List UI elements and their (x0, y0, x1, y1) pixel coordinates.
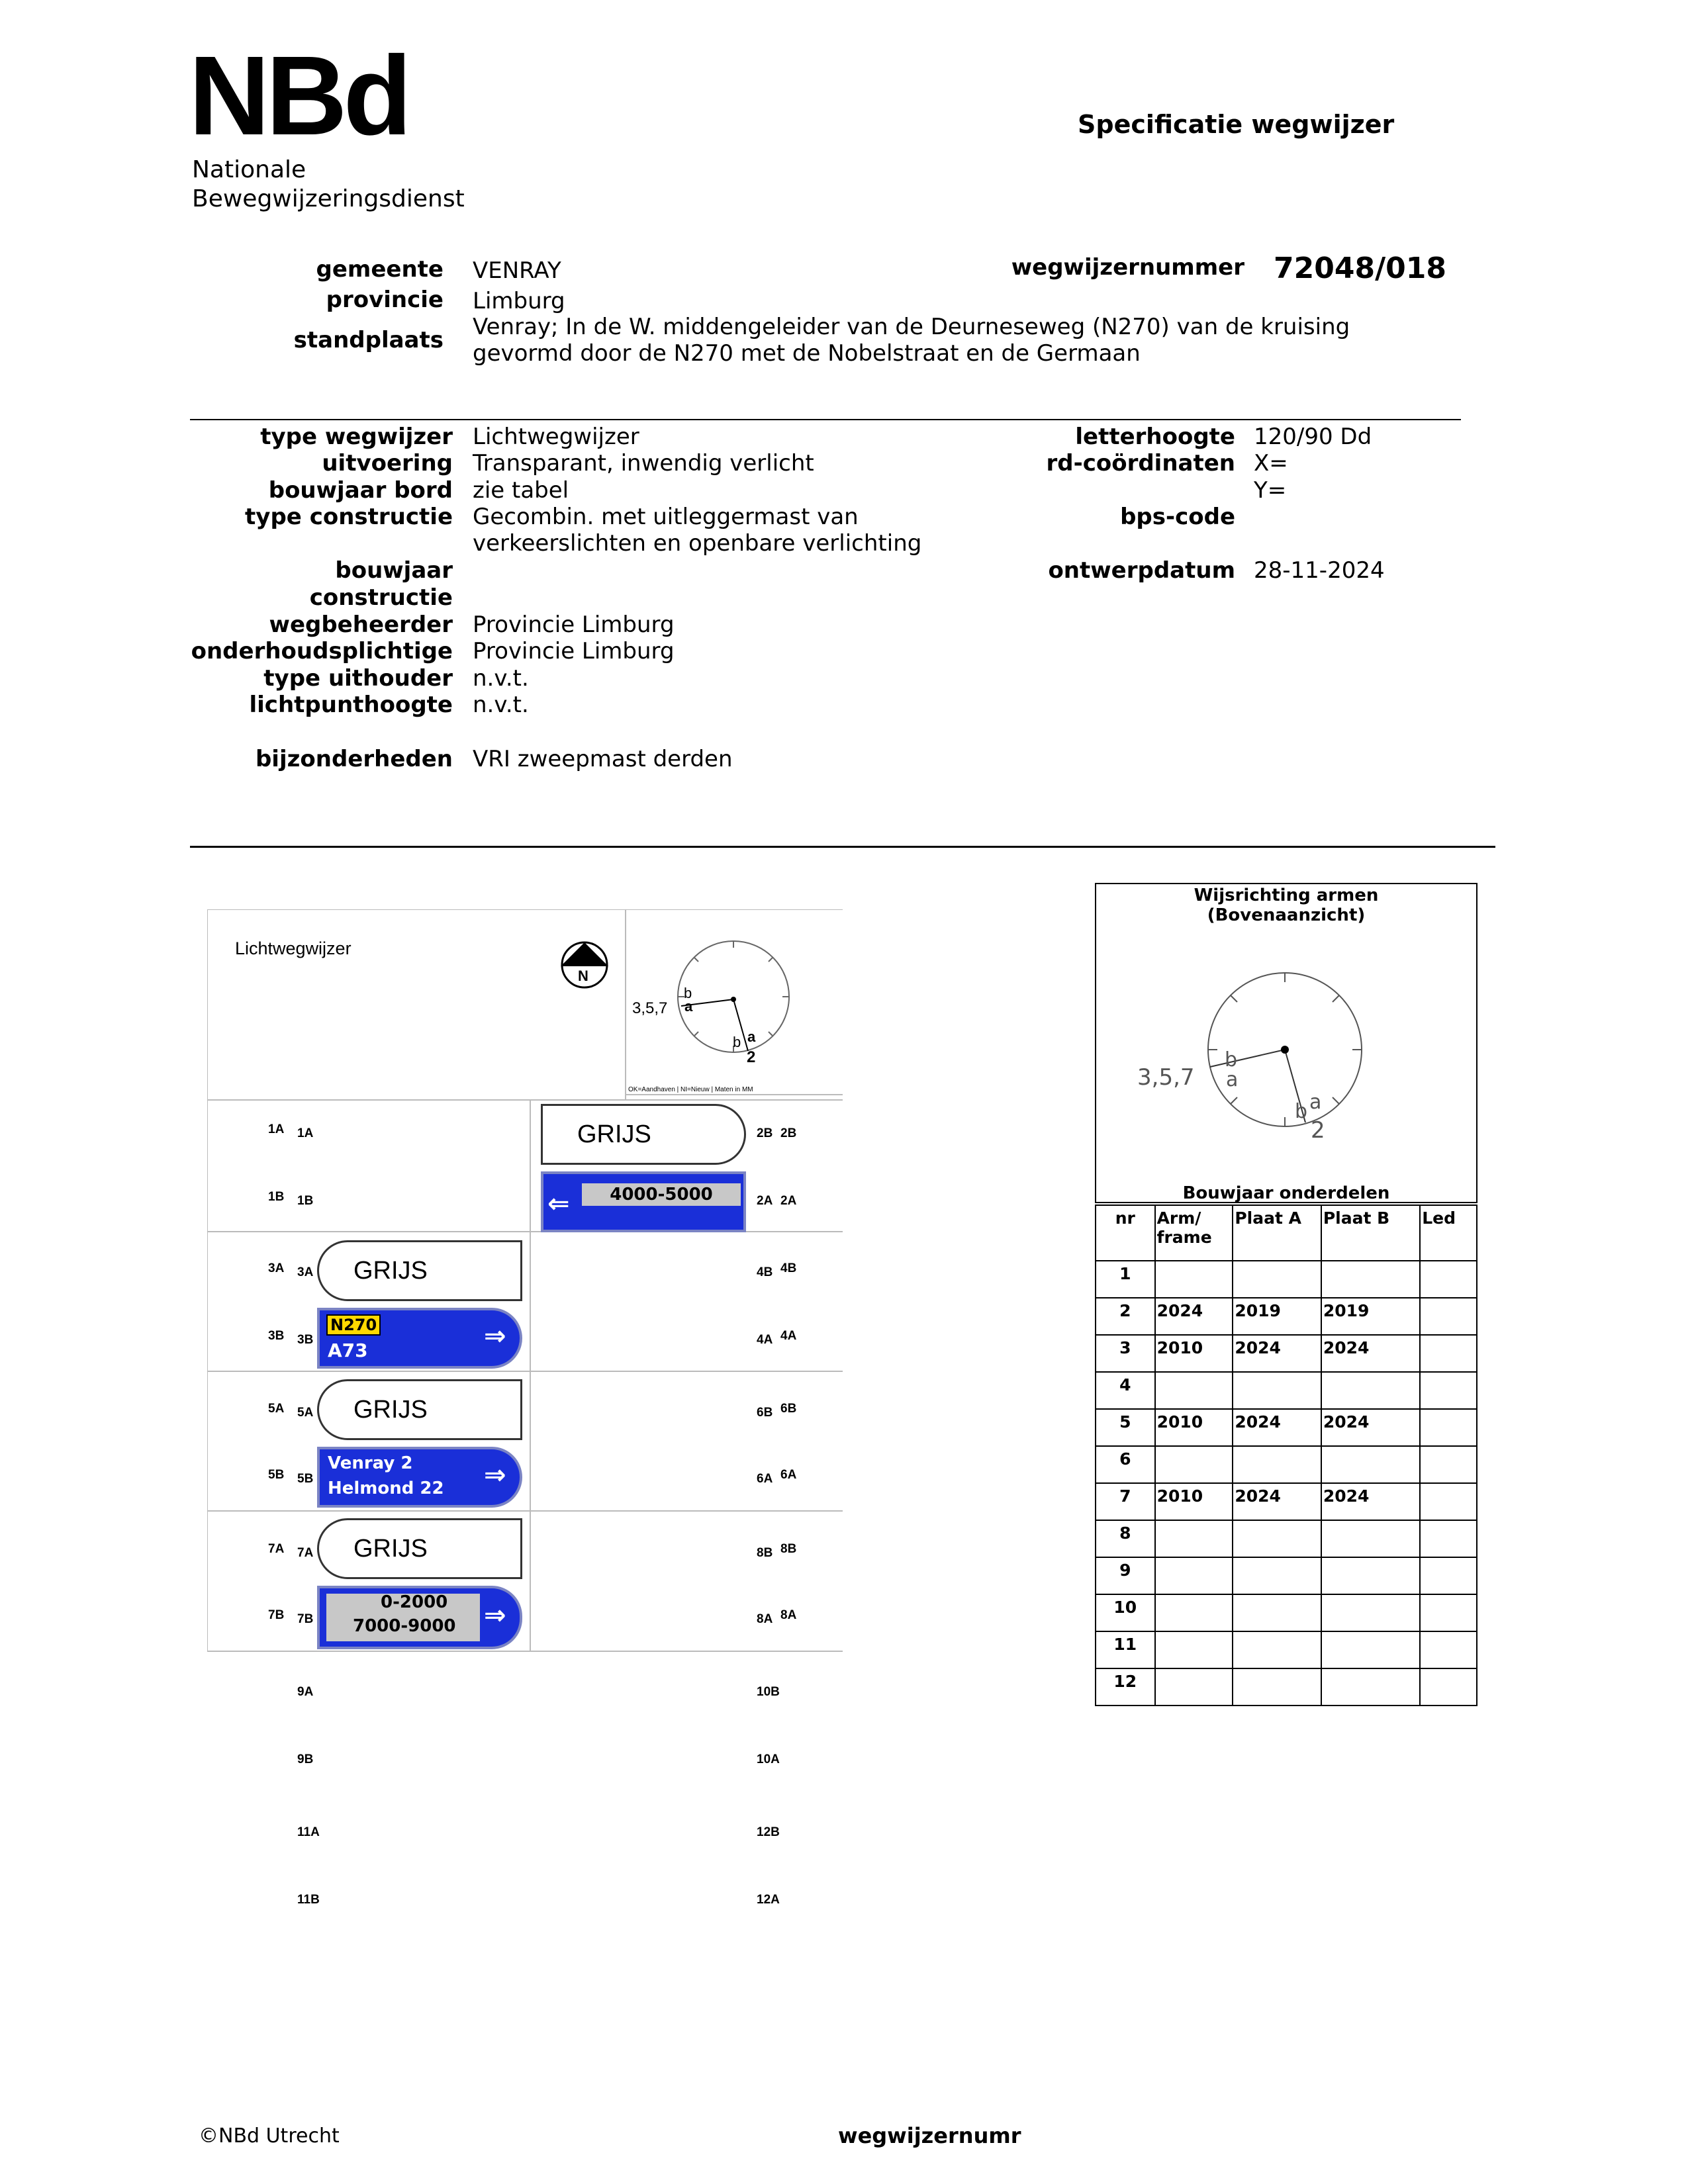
table-cell (1321, 1372, 1420, 1409)
table-cell: 2024 (1155, 1298, 1233, 1335)
compass-b2-label: b (733, 1034, 741, 1050)
slot-label: 1B (297, 1194, 314, 1208)
table-row (1096, 1668, 1477, 1706)
bouwjaar-constructie-label-1: bouwjaar (335, 557, 453, 584)
type-wegwijzer-label: type wegwijzer (260, 424, 453, 450)
standplaats-label: standplaats (293, 327, 444, 353)
table-cell (1155, 1557, 1233, 1594)
sign-drawing (207, 909, 843, 1907)
table-cell (1321, 1668, 1420, 1706)
table-cell: 4 (1096, 1372, 1155, 1409)
type-constructie-line-1: Gecombin. met uitleggermast van (473, 504, 859, 530)
slot-label: 6B (757, 1406, 773, 1420)
sign-2A-text: 4000-5000 (582, 1183, 741, 1206)
table-cell: 2010 (1155, 1409, 1233, 1446)
bouwjaar-constructie-label-2: constructie (309, 584, 453, 611)
bps-code-label: bps-code (1120, 504, 1235, 530)
bijzonderheden-label: bijzonderheden (255, 746, 453, 772)
table-cell (1233, 1594, 1321, 1631)
provincie-value: Limburg (473, 288, 565, 314)
sign-3B (317, 1308, 522, 1369)
table-cell (1155, 1594, 1233, 1631)
slot-label: 5B (297, 1472, 314, 1486)
table-cell (1321, 1446, 1420, 1483)
table-row (1096, 1483, 1477, 1520)
table-cell (1420, 1298, 1477, 1335)
table-cell (1420, 1520, 1477, 1557)
sign-7B-line-1: 0-2000 (381, 1592, 448, 1612)
gemeente-label: gemeente (316, 256, 444, 283)
table-cell (1420, 1446, 1477, 1483)
slot-label: 12B (757, 1825, 780, 1839)
slot-label: 4B (757, 1265, 773, 1279)
wegwijzernummer-label: wegwijzernummer (1011, 254, 1244, 281)
wijsrichting-box (1095, 883, 1477, 1203)
type-constructie-line-2: verkeerslichten en openbare verlichting (473, 530, 922, 557)
header-nr: nr (1096, 1205, 1155, 1261)
type-uithouder-value: n.v.t. (473, 665, 529, 692)
standplaats-line-1: Venray; In de W. middengeleider van de Deurneseweg (N270) van de kruising (473, 314, 1350, 340)
slot-label: 10A (757, 1752, 780, 1766)
table-cell (1321, 1631, 1420, 1668)
table-cell (1155, 1372, 1233, 1409)
sign-7B-line-2: 7000-9000 (353, 1616, 456, 1636)
sign-5B (317, 1447, 522, 1508)
table-cell: 2024 (1233, 1335, 1321, 1372)
wijsrichting-title-2: (Bovenaanzicht) (1207, 905, 1366, 925)
arrow-left-icon: ⇐ (547, 1189, 570, 1219)
table-cell (1233, 1557, 1321, 1594)
divider-bottom (190, 846, 1495, 848)
slot-label: 4A (757, 1333, 773, 1347)
slot-label: 3B (268, 1329, 285, 1343)
table-cell: 8 (1096, 1520, 1155, 1557)
table-cell (1321, 1594, 1420, 1631)
compass-a2-label: a (747, 1028, 756, 1045)
table-row (1096, 1335, 1477, 1372)
wegwijzernummer-value: 72048/018 (1274, 251, 1446, 285)
wijsrichting-b-label: b (1225, 1048, 1238, 1071)
sign-5B-line-1: Venray 2 (328, 1453, 413, 1473)
bouwjaar-title: Bouwjaar onderdelen (1182, 1183, 1390, 1203)
slot-label: 6B (780, 1402, 797, 1416)
slot-label: 8A (757, 1612, 773, 1626)
slot-label: 3A (268, 1261, 285, 1275)
table-cell: 2 (1096, 1298, 1155, 1335)
north-label: N (578, 968, 588, 984)
table-cell: 10 (1096, 1594, 1155, 1631)
table-cell (1233, 1372, 1321, 1409)
slot-label: 6A (780, 1468, 797, 1482)
table-cell (1155, 1261, 1233, 1298)
table-cell: 12 (1096, 1668, 1155, 1706)
table-cell: 2019 (1321, 1298, 1420, 1335)
table-cell: 2024 (1233, 1483, 1321, 1520)
letterhoogte-label: letterhoogte (1075, 424, 1235, 450)
slot-label: 7A (297, 1546, 314, 1560)
table-row (1096, 1520, 1477, 1557)
gemeente-value: VENRAY (473, 257, 561, 284)
bouwjaar-bord-value: zie tabel (473, 477, 569, 504)
slot-label: 5A (268, 1402, 285, 1416)
slot-label: 8B (780, 1542, 797, 1556)
provincie-label: provincie (326, 287, 444, 313)
slot-label: 2A (780, 1194, 797, 1208)
onderhoudsplichtige-label: onderhoudsplichtige (191, 638, 453, 664)
standplaats-line-2: gevormd door de N270 met de Nobelstraat en de Germaan (473, 340, 1141, 367)
arrow-right-icon: ⇒ (484, 1460, 506, 1490)
table-cell: 2019 (1233, 1298, 1321, 1335)
wijsrichting-diagram (1096, 924, 1476, 1202)
table-cell (1233, 1631, 1321, 1668)
wegbeheerder-label: wegbeheerder (269, 612, 453, 638)
sign-5A-grijs: GRIJS (317, 1379, 522, 1440)
table-cell: 2010 (1155, 1483, 1233, 1520)
footer-wegwijzernummer: wegwijzernumr (838, 2123, 1021, 2148)
table-cell (1420, 1409, 1477, 1446)
table-cell (1155, 1446, 1233, 1483)
table-cell: 2024 (1321, 1335, 1420, 1372)
sign-2A (541, 1171, 746, 1232)
table-cell: 1 (1096, 1261, 1155, 1298)
table-cell (1420, 1483, 1477, 1520)
rd-y-value: Y= (1254, 477, 1287, 504)
wijsrichting-a2-label: a (1309, 1091, 1322, 1114)
slot-label: 1A (268, 1122, 285, 1136)
arrow-right-icon: ⇒ (484, 1321, 506, 1351)
table-cell (1155, 1631, 1233, 1668)
slot-label: 7B (268, 1608, 285, 1622)
table-cell: 2024 (1321, 1409, 1420, 1446)
uitvoering-label: uitvoering (322, 450, 453, 477)
table-cell (1420, 1631, 1477, 1668)
table-cell: 2024 (1233, 1409, 1321, 1446)
sign-3B-road: A73 (328, 1340, 368, 1361)
ontwerpdatum-label: ontwerpdatum (1048, 557, 1235, 584)
table-row (1096, 1557, 1477, 1594)
slot-label: 1A (297, 1126, 314, 1140)
rd-coordinaten-label: rd-coördinaten (1046, 450, 1235, 477)
table-row (1096, 1261, 1477, 1298)
slot-label: 4B (780, 1261, 797, 1275)
wijsrichting-bottom-label: 2 (1311, 1117, 1325, 1144)
slot-label: 5B (268, 1468, 285, 1482)
lichtpunthoogte-value: n.v.t. (473, 692, 529, 718)
header-plaat-b: Plaat B (1321, 1205, 1420, 1261)
scale-note: OK=Aandhaven | NI=Nieuw | Maten in MM (628, 1086, 753, 1093)
table-cell: 2010 (1155, 1335, 1233, 1372)
table-cell (1321, 1520, 1420, 1557)
table-cell (1155, 1520, 1233, 1557)
wegbeheerder-value: Provincie Limburg (473, 612, 675, 638)
table-cell (1420, 1594, 1477, 1631)
type-wegwijzer-value: Lichtwegwijzer (473, 424, 639, 450)
table-cell (1233, 1261, 1321, 1298)
table-cell (1321, 1557, 1420, 1594)
slot-label: 2A (757, 1194, 773, 1208)
wijsrichting-left-label: 3,5,7 (1137, 1064, 1195, 1091)
table-row (1096, 1298, 1477, 1335)
rd-x-value: X= (1254, 450, 1288, 477)
table-cell: 3 (1096, 1335, 1155, 1372)
type-uithouder-label: type uithouder (263, 665, 453, 692)
slot-label: 8B (757, 1546, 773, 1560)
letterhoogte-value: 120/90 Dd (1254, 424, 1372, 450)
slot-label: 5A (297, 1406, 314, 1420)
table-cell (1420, 1557, 1477, 1594)
slot-label: 7A (268, 1542, 285, 1556)
slot-label: 11B (297, 1893, 320, 1907)
table-cell (1233, 1446, 1321, 1483)
lichtpunthoogte-label: lichtpunthoogte (249, 692, 453, 718)
slot-label: 9A (297, 1685, 314, 1699)
compass-b-label: b (684, 985, 692, 1001)
table-cell (1420, 1668, 1477, 1706)
slot-label: 7B (297, 1612, 314, 1626)
bouwjaar-table (1095, 1205, 1477, 1706)
document-title: Specificatie wegwijzer (1078, 110, 1395, 139)
slot-label: 8A (780, 1608, 797, 1622)
header-arm-frame: Arm/ frame (1155, 1205, 1233, 1261)
uitvoering-value: Transparant, inwendig verlicht (473, 450, 814, 477)
table-cell: 5 (1096, 1409, 1155, 1446)
table-cell: 2024 (1321, 1483, 1420, 1520)
slot-label: 12A (757, 1893, 780, 1907)
nbd-logo: NBd (189, 33, 408, 159)
compass-bottom-label: 2 (747, 1048, 756, 1066)
sign-7B (317, 1586, 522, 1649)
table-cell (1420, 1261, 1477, 1298)
table-cell: 11 (1096, 1631, 1155, 1668)
slot-label: 1B (268, 1190, 285, 1204)
table-cell: 6 (1096, 1446, 1155, 1483)
slot-label: 4A (780, 1329, 797, 1343)
table-cell: 9 (1096, 1557, 1155, 1594)
table-cell: 7 (1096, 1483, 1155, 1520)
slot-label: 6A (757, 1472, 773, 1486)
logo-line-1: Nationale (192, 156, 306, 183)
wijsrichting-a-label: a (1226, 1068, 1239, 1091)
divider-top (190, 419, 1461, 420)
table-cell (1155, 1668, 1233, 1706)
slot-label: 9B (297, 1752, 314, 1766)
slot-label: 11A (297, 1825, 320, 1839)
n270-shield: N270 (326, 1314, 381, 1336)
drawing-title: Lichtwegwijzer (235, 938, 352, 958)
slot-label: 2B (780, 1126, 797, 1140)
arrow-right-icon: ⇒ (484, 1600, 506, 1631)
logo-line-2: Bewegwijzeringsdienst (192, 185, 465, 212)
slot-label: 10B (757, 1685, 780, 1699)
sign-2B-grijs: GRIJS (541, 1104, 746, 1165)
header-led: Led (1420, 1205, 1477, 1261)
ontwerpdatum-value: 28-11-2024 (1254, 557, 1385, 584)
table-cell (1321, 1261, 1420, 1298)
type-constructie-label: type constructie (245, 504, 453, 530)
table-row (1096, 1631, 1477, 1668)
table-cell (1420, 1372, 1477, 1409)
footer-copyright: ©NBd Utrecht (199, 2124, 340, 2148)
slot-label: 3B (297, 1333, 314, 1347)
wijsrichting-title-1: Wijsrichting armen (1194, 886, 1379, 905)
onderhoudsplichtige-value: Provincie Limburg (473, 638, 675, 664)
header-plaat-a: Plaat A (1233, 1205, 1321, 1261)
compass-a-label: a (684, 998, 693, 1015)
bijzonderheden-value: VRI zweepmast derden (473, 746, 733, 772)
table-row (1096, 1409, 1477, 1446)
slot-label: 3A (297, 1265, 314, 1279)
sign-7A-grijs: GRIJS (317, 1518, 522, 1579)
table-cell (1233, 1520, 1321, 1557)
slot-label: 2B (757, 1126, 773, 1140)
compass-left-label: 3,5,7 (632, 999, 668, 1017)
sign-3A-grijs: GRIJS (317, 1240, 522, 1301)
sign-5B-line-2: Helmond 22 (328, 1479, 444, 1498)
table-row (1096, 1594, 1477, 1631)
wijsrichting-b2-label: b (1295, 1100, 1308, 1123)
table-row (1096, 1446, 1477, 1483)
bouwjaar-bord-label: bouwjaar bord (268, 477, 453, 504)
table-row (1096, 1372, 1477, 1409)
table-cell (1420, 1335, 1477, 1372)
table-cell (1233, 1668, 1321, 1706)
